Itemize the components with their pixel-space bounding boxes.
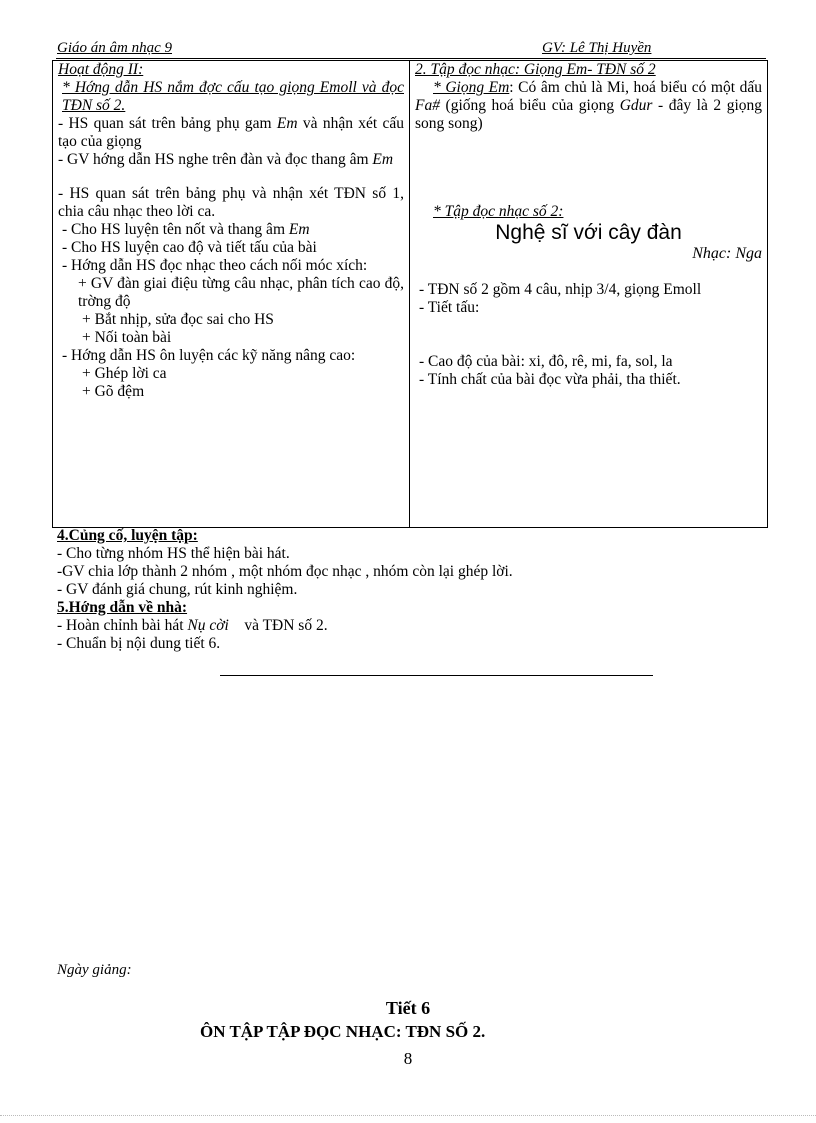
left-item: - Cho HS luyện cao độ và tiết tấu của bài bbox=[62, 239, 317, 256]
left-item: - HS quan sát trên bảng phụ và nhận xét TĐN số 1, chia câu nhạc theo lời ca. bbox=[58, 185, 404, 220]
huong-dan-item: - Hoàn chỉnh bài hát Nụ cời và TĐN số 2. bbox=[57, 617, 328, 634]
huong-dan-title: 5.Hớng dẫn về nhà: bbox=[57, 599, 188, 616]
left-item: - Hớng dẫn HS đọc nhạc theo cách nối móc xích: bbox=[62, 257, 368, 274]
header-rule bbox=[56, 58, 766, 59]
activity-subtitle: * Hớng dẫn HS nắm đợc cấu tạo giọng Emoll và đọc TĐN số 2. bbox=[62, 79, 404, 114]
right-column bbox=[410, 61, 768, 528]
tdn-label: * Tập đọc nhạc số 2: bbox=[433, 203, 564, 220]
left-item: - Cho HS luyện tên nốt và thang âm Em bbox=[62, 221, 310, 238]
lesson-title: ÔN TẬP TẬP ĐỌC NHẠC: TĐN SỐ 2. bbox=[200, 1022, 486, 1041]
activity-title: Hoạt động II: bbox=[58, 61, 144, 78]
left-item: + GV đàn giai điệu từng câu nhạc, phân tích cao độ, trờng độ bbox=[78, 275, 404, 310]
left-item: + Gõ đệm bbox=[82, 383, 145, 400]
cung-co-item: - GV đánh giá chung, rút kinh nghiệm. bbox=[57, 581, 298, 598]
separator-line bbox=[220, 675, 653, 676]
header-right: GV: Lê Thị Huyền bbox=[542, 40, 652, 56]
date-label: Ngày giảng: bbox=[57, 962, 132, 978]
lesson-number: Tiết 6 bbox=[385, 998, 431, 1018]
left-item: - Hớng dẫn HS ôn luyện các kỹ năng nâng cao: bbox=[62, 347, 356, 364]
left-item: + Nối toàn bài bbox=[82, 329, 172, 346]
giong-em-paragraph: * Giọng Em: Có âm chủ là Mi, hoá biểu có một dấu Fa# (giống hoá biểu của giọng Gdur - đây là 2 giọng song song) bbox=[415, 79, 763, 132]
cung-co-item: - Cho từng nhóm HS thể hiện bài hát. bbox=[57, 545, 290, 562]
cung-co-item: -GV chia lớp thành 2 nhóm , một nhóm đọc nhạc , nhóm còn lại ghép lời. bbox=[57, 563, 513, 580]
lesson-table bbox=[52, 60, 768, 528]
tiet-tau: - Tiết tấu: bbox=[419, 299, 480, 316]
header-left: Giáo án âm nhạc 9 bbox=[57, 40, 172, 56]
left-column bbox=[53, 61, 410, 528]
left-item: + Bắt nhịp, sửa đọc sai cho HS bbox=[82, 311, 274, 328]
huong-dan-item: - Chuẩn bị nội dung tiết 6. bbox=[57, 635, 221, 652]
left-item: - GV hớng dẫn HS nghe trên đàn và đọc thang âm Em bbox=[58, 151, 394, 168]
cao-do: - Cao độ của bài: xi, đô, rê, mi, fa, sol, la bbox=[419, 353, 673, 370]
tinh-chat: - Tính chất của bài đọc vừa phải, tha thiết. bbox=[419, 371, 681, 388]
left-item: + Ghép lời ca bbox=[82, 365, 167, 382]
cung-co-title: 4.Củng cố, luyện tập: bbox=[57, 527, 198, 544]
left-item: - HS quan sát trên bảng phụ gam Em và nhận xét cấu tạo của giọng bbox=[58, 115, 404, 150]
page-number: 8 bbox=[403, 1049, 413, 1068]
composer: Nhạc: Nga bbox=[692, 245, 762, 262]
page-edge bbox=[0, 1115, 816, 1116]
tdn-info: - TĐN số 2 gồm 4 câu, nhịp 3/4, giọng Emoll bbox=[419, 281, 702, 298]
song-title: Nghệ sĩ với cây đàn bbox=[495, 221, 682, 244]
bottom-section bbox=[57, 527, 757, 653]
right-title: 2. Tập đọc nhạc: Giọng Em- TĐN số 2 bbox=[415, 61, 656, 78]
